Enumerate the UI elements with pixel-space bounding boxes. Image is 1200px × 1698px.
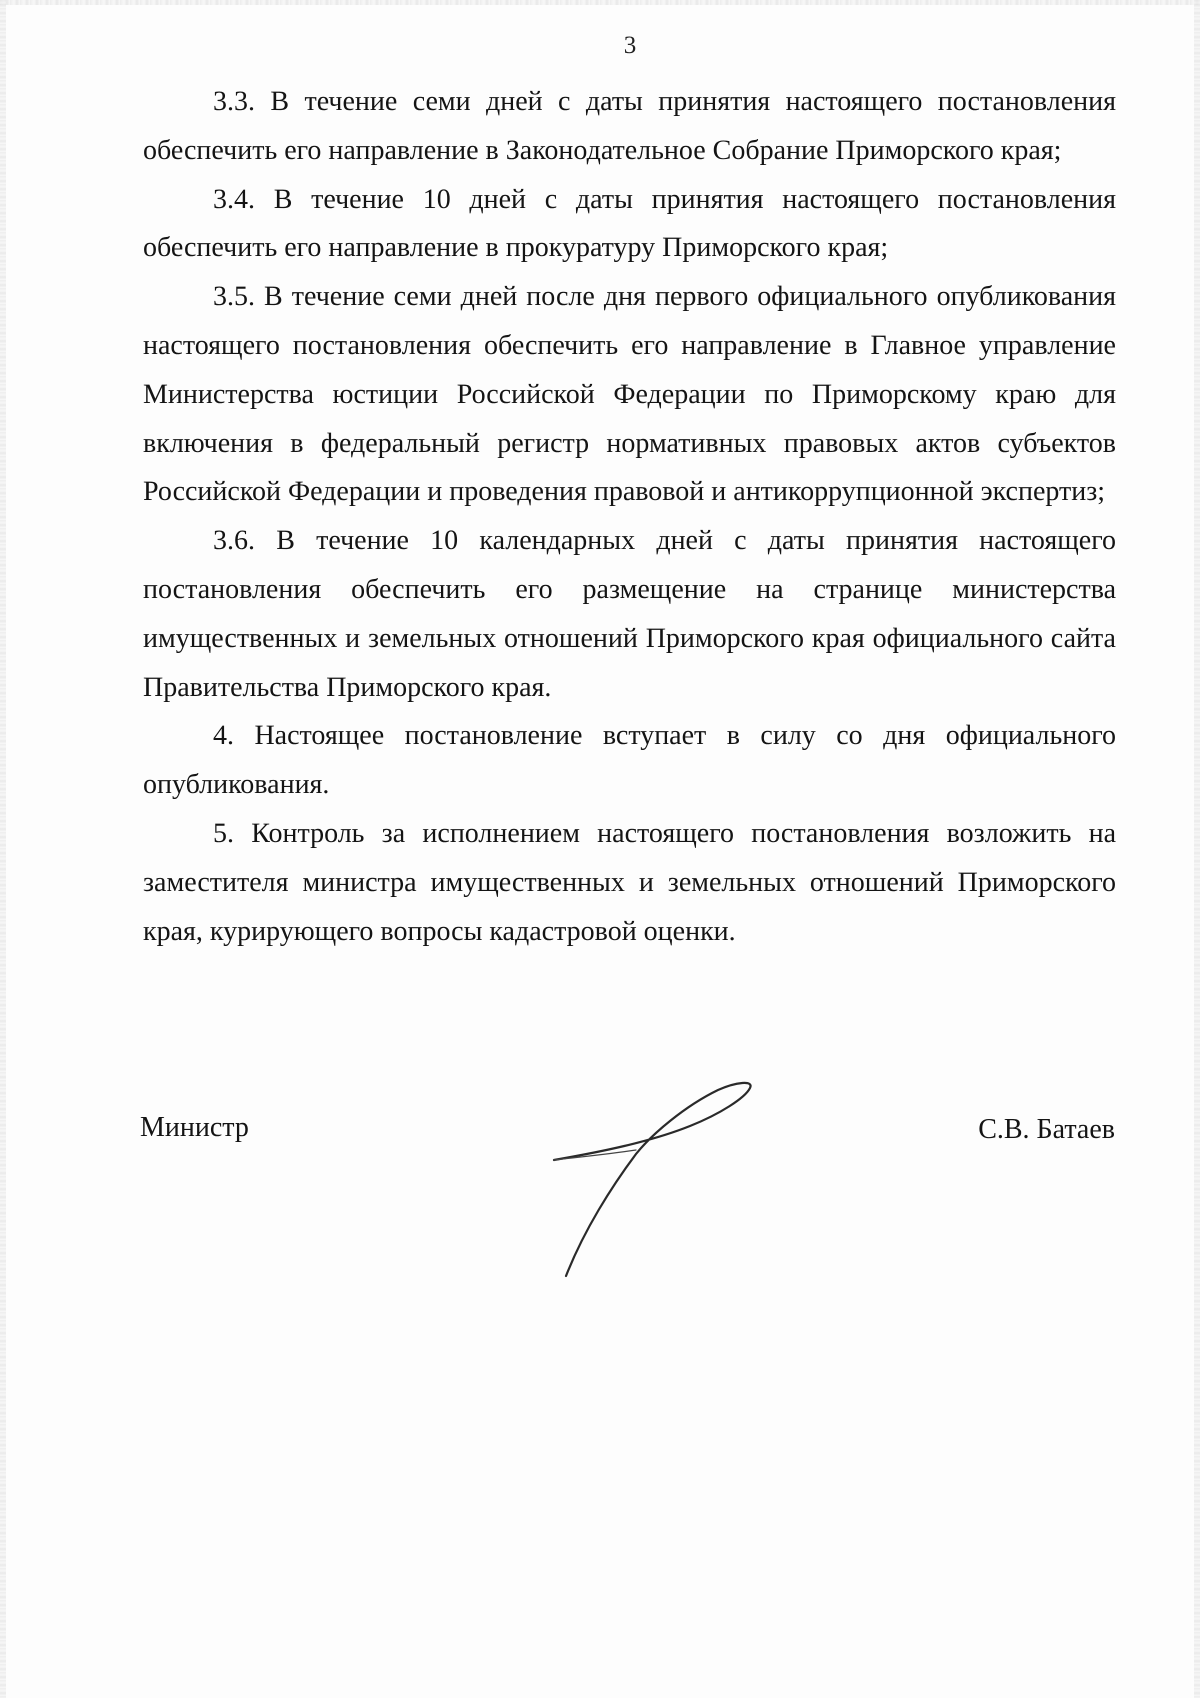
- paragraph-3-6: 3.6. В течение 10 календарных дней с даты принятия настоящего постановления обеспечить его размещение на странице министерства имущественных и земельных отношений Приморского края официального сайта Правительства Приморского края.: [143, 525, 1116, 703]
- paragraph-5: 5. Контроль за исполнением настоящего постановления возложить на заместителя министра имущественных и земельных отношений Приморского края, курирующего вопросы кадастровой оценки.: [143, 817, 1116, 947]
- signatory-title: Министр: [140, 1112, 249, 1143]
- page-number: 3: [623, 32, 637, 59]
- paragraph-4: 4. Настоящее постановление вступает в силу со дня официального опубликования.: [143, 720, 1116, 801]
- paragraph-3-5: 3.5. В течение семи дней после дня первого официального опубликования настоящего постановления обеспечить его направление в Главное управление Министерства юстиции Российской Федерации по Приморскому краю для включения в федеральный регистр нормативных правовых актов субъектов Российской Федерации и проведения правовой и антикоррупционной экспертиз;: [143, 281, 1116, 508]
- signatory-name: С.В. Батаев: [978, 1114, 1115, 1145]
- scan-right-edge: [1194, 0, 1200, 1698]
- paragraph-3-3: 3.3. В течение семи дней с даты принятия настоящего постановления обеспечить его направление в Законодательное Собрание Приморского края;: [143, 86, 1116, 166]
- handwritten-signature: [540, 1080, 770, 1300]
- paragraph-3-4: 3.4. В течение 10 дней с даты принятия настоящего постановления обеспечить его направление в прокуратуру Приморского края;: [143, 183, 1116, 264]
- scan-left-edge: [0, 0, 6, 1698]
- document-body: [143, 78, 1116, 956]
- scan-top-edge: [0, 0, 1200, 5]
